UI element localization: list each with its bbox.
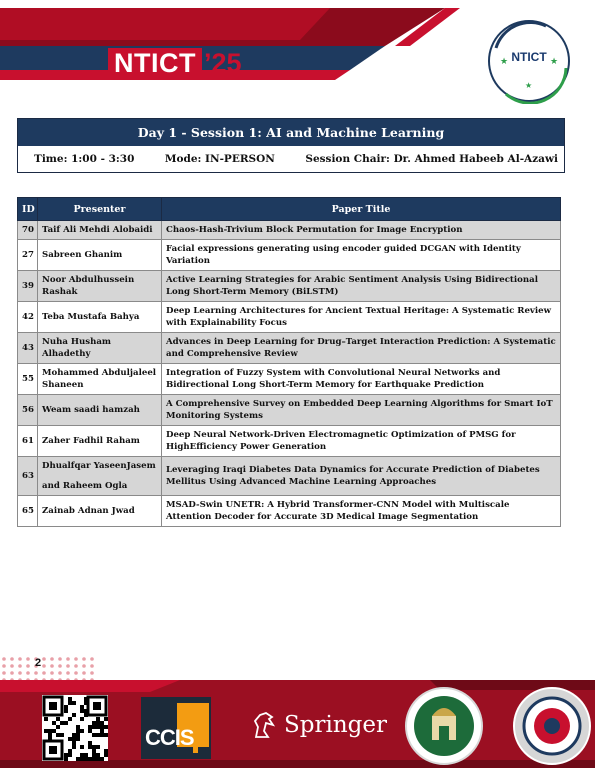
presenter-cell [38, 240, 162, 271]
presenter-name: Mohammed Abduljaleel Shaneen [42, 368, 157, 390]
presenter-name: and Raheem Ogla [42, 481, 128, 491]
paper-title-cell: Deep Learning Architectures for Ancient Textual Heritage: A Systematic Review with Explainability Focus [162, 302, 561, 333]
table-row [18, 221, 561, 240]
table-row [18, 395, 561, 426]
paper-id-cell: 42 [18, 302, 38, 333]
paper-id-cell: 63 [18, 457, 38, 496]
paper-id-cell: 27 [18, 240, 38, 271]
session-chair-name: Dr. Ahmed Habeeb Al-Azawi [393, 153, 558, 165]
presenter-cell [38, 364, 162, 395]
table-row [18, 364, 561, 395]
springer-label: Springer [284, 712, 387, 738]
springer-horse-icon [252, 711, 278, 739]
column-header-presenter: Presenter [38, 198, 162, 221]
paper-title-cell: Facial expressions generating using encoder guided DCGAN with Identity Variation [162, 240, 561, 271]
paper-title-cell: MSAD-Swin UNETR: A Hybrid Transformer-CNN Model with Multiscale Attention Decoder for Accurate 3D Medical Image Segmentation [162, 496, 561, 527]
column-header-title: Paper Title [162, 198, 561, 221]
paper-id-cell: 65 [18, 496, 38, 527]
conference-logo-text: NTICT [108, 48, 202, 78]
presenter-name: Nuha Husham Alhadethy [42, 337, 112, 359]
paper-id-cell: 70 [18, 221, 38, 240]
paper-id-cell: 56 [18, 395, 38, 426]
table-row [18, 457, 561, 496]
presenter-name: Teba Mustafa Bahya [42, 312, 140, 322]
presenter-cell [38, 426, 162, 457]
presenter-cell [38, 496, 162, 527]
page-number: 2 [35, 657, 42, 669]
column-header-id: ID [18, 198, 38, 221]
ccis-logo [141, 697, 211, 759]
table-row [18, 302, 561, 333]
presenter-name: Zaher Fadhil Raham [42, 436, 140, 446]
paper-title-cell: Leveraging Iraqi Diabetes Data Dynamics for Accurate Prediction of Diabetes Mellitus Using Advanced Machine Learning Approaches [162, 457, 561, 496]
presenter-name: Dhualfqar YaseenJasem [42, 461, 156, 471]
springer-logo [252, 711, 387, 739]
table-row [18, 271, 561, 302]
paper-title-cell: Chaos-Hash-Trivium Block Permutation for Image Encryption [162, 221, 561, 240]
svg-text:★: ★ [525, 81, 533, 90]
paper-title-cell: Deep Neural Network-Driven Electromagnetic Optimization of PMSG for HighEfficiency Power Generation [162, 426, 561, 457]
university-seal-icon [404, 686, 484, 766]
presenter-cell [38, 457, 162, 496]
svg-text:★: ★ [550, 57, 559, 67]
emblem-label: NTICT [511, 50, 547, 64]
presenter-name: Zainab Adnan Jwad [42, 506, 135, 516]
presenter-cell [38, 302, 162, 333]
session-chair [305, 153, 558, 165]
svg-text:★: ★ [500, 57, 509, 67]
session-info-box [17, 118, 565, 173]
table-row [18, 496, 561, 527]
session-time: Time: 1:00 - 3:30 [34, 153, 135, 165]
paper-title-cell: Advances in Deep Learning for Drug–Target Interaction Prediction: A Systematic and Comprehensive Review [162, 333, 561, 364]
table-row [18, 333, 561, 364]
presenter-name: Weam saadi hamzah [42, 405, 140, 415]
paper-title-cell: Active Learning Strategies for Arabic Sentiment Analysis Using Bidirectional Long Short-Term Memory (BiLSTM) [162, 271, 561, 302]
paper-id-cell: 61 [18, 426, 38, 457]
presenter-cell [38, 395, 162, 426]
presenter-name: Taif Ali Mehdi Alobaidi [42, 225, 153, 235]
session-chair-label: Session Chair: [305, 153, 390, 165]
conference-logo-year: ’25 [204, 48, 242, 78]
presenter-name: Noor Abdulhussein Rashak [42, 275, 135, 297]
paper-id-cell: 55 [18, 364, 38, 395]
presenter-cell [38, 221, 162, 240]
paper-title-cell: Integration of Fuzzy System with Convolutional Neural Networks and Bidirectional Long Short-Term Memory for Earthquake Prediction [162, 364, 561, 395]
presenter-cell [38, 333, 162, 364]
table-row [18, 240, 561, 271]
college-seal-icon [512, 686, 592, 766]
ccis-label: CCIS [145, 725, 194, 750]
table-body [18, 221, 561, 527]
ntict-emblem-icon [486, 18, 572, 104]
paper-id-cell: 43 [18, 333, 38, 364]
table-header-row [18, 198, 561, 221]
presenter-name: Sabreen Ghanim [42, 250, 123, 260]
paper-title-cell: A Comprehensive Survey on Embedded Deep Learning Algorithms for Smart IoT Monitoring Systems [162, 395, 561, 426]
paper-id-cell: 39 [18, 271, 38, 302]
presenter-cell [38, 271, 162, 302]
session-mode: Mode: IN-PERSON [164, 153, 275, 165]
qr-code-icon[interactable] [42, 695, 108, 761]
header-banner [0, 0, 595, 110]
session-title: Day 1 - Session 1: AI and Machine Learning [18, 119, 564, 146]
papers-table [17, 197, 561, 527]
table-row [18, 426, 561, 457]
session-meta-row [18, 146, 564, 172]
